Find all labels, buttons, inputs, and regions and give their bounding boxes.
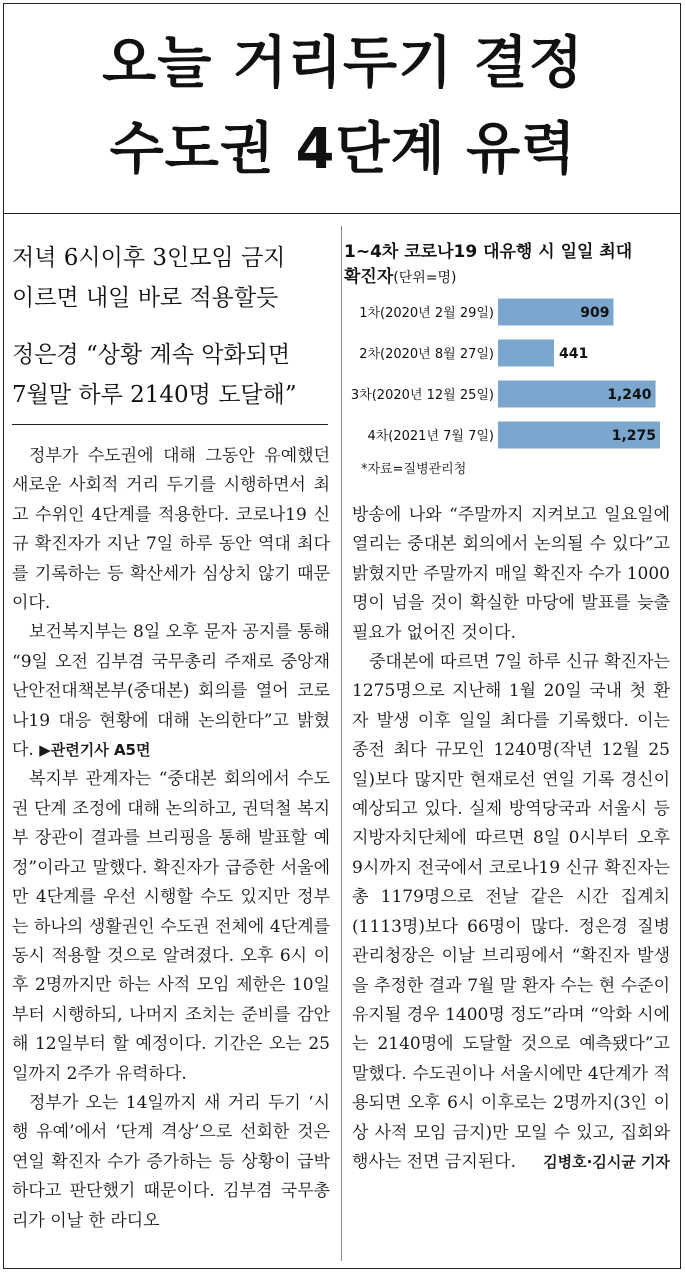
subhead-first-line-2: 이르면 내일 바로 적용할듯 xyxy=(12,285,279,311)
bar xyxy=(498,340,554,367)
category-label: 4차(2021년 7월 7일) xyxy=(367,429,494,444)
category-label: 3차(2020년 12월 25일) xyxy=(350,388,494,403)
bar-value-label: 441 xyxy=(559,346,589,362)
category-label: 1차(2020년 2월 29일) xyxy=(359,306,494,321)
headline-rule xyxy=(3,213,681,214)
chart-source: *자료=질병관리청 xyxy=(361,462,467,477)
headline-line-1: 오늘 거리두기 결정 xyxy=(102,31,584,96)
article-left-column xyxy=(12,442,330,1236)
bar-chart xyxy=(344,290,674,455)
subhead-first xyxy=(12,238,332,318)
paragraph xyxy=(352,648,670,1177)
column-divider xyxy=(341,226,342,1261)
bar-value-label: 1,240 xyxy=(607,387,652,403)
subhead-second-line-1: 정은경 “상황 계속 악화되면 xyxy=(12,342,291,368)
subhead-first-line-1: 저녁 6시이후 3인모임 금지 xyxy=(12,245,286,271)
paragraph: 정부가 오는 14일까지 새 거리 두기 ‘시행 유예’에서 ‘단계 격상’으로 선회한 것은 연일 확진자 수가 증가하는 등 상황이 급박하다고 판단했기 때문이다. 김부겸 국무총리가 이날 한 라디오 xyxy=(12,1092,330,1231)
headline-line-2: 수도권 4단계 유력 xyxy=(109,117,577,182)
chart-title-line-1: 1~4차 코로나19 대유행 시 일일 최대 xyxy=(344,242,633,262)
subhead-second-line-2: 7월말 하루 2140명 도달해” xyxy=(12,382,297,408)
related-article-link[interactable]: ▶관련기사 A5면 xyxy=(39,741,151,760)
subhead-second xyxy=(12,335,332,415)
subhead-rule xyxy=(12,424,328,425)
byline: 김병호·김시균 기자 xyxy=(543,1152,670,1171)
bar-value-label: 1,275 xyxy=(611,428,656,444)
chart-title-line-2: 확진자 xyxy=(344,267,394,287)
paragraph xyxy=(12,618,330,765)
chart-title xyxy=(344,240,632,291)
category-label: 2차(2020년 8월 27일) xyxy=(359,347,494,362)
chart-unit: (단위=명) xyxy=(393,270,457,286)
paragraph-text: 보건복지부는 8일 오후 문자 공지를 통해 “9일 오전 김부겸 국무총리 주재로 중앙재난안전대책본부(중대본) 회의를 열어 코로나19 대응 현황에 대해 논의한다”고 밝혔다. xyxy=(12,622,330,761)
paragraph-text: 중대본에 따르면 7일 하루 신규 확진자는 1275명으로 지난해 1월 20일 국내 첫 환자 발생 이후 일일 최다를 기록했다. 이는 종전 최다 규모인 1240명(작년 12월 25일)보다 많지만 현재로선 연일 기록 경신이 예상되고 있다. 실제 방역당국과 서울시 등 지방자치단체에 따르면 8일 0시부터 오후 9시까지 전국에서 코로나19 신규 확진자는 총 1179명으로 전날 같은 시간 집계치(1113명)보다 66명이 많다. 정은경 질병관리청장은 이날 브리핑에서 “확진자 발생을 추정한 결과 7월 말 환자 수는 현 수준이 유지될 경우 1400명 정도”라며 “악화 시에는 2140명에 도달할 것으로 예측됐다”고 말했다. 수도권이나 서울시에만 4단계가 적용되면 오후 6시 이후로는 2명까지(3인 이상 사적 모임 금지)만 모일 수 있고, 집회와 행사는 전면 금지된다. xyxy=(352,652,670,1172)
paragraph: 정부가 수도권에 대해 그동안 유예했던 새로운 사회적 거리 두기를 시행하면서 최고 수위인 4단계를 적용한다. 코로나19 신규 확진자가 지난 7일 하루 동안 역대 최다를 기록하는 등 확산세가 심상치 않기 때문이다. xyxy=(12,446,330,614)
paragraph: 복지부 관계자는 “중대본 회의에서 수도권 단계 조정에 대해 논의하고, 권덕철 복지부 장관이 결과를 브리핑을 통해 발표할 예정”이라고 말했다. 확진자가 급증한 서울에만 4단계를 우선 시행할 수도 있지만 정부는 하나의 생활권인 수도권 전체에 4단계를 동시 적용할 것으로 알려졌다. 오후 6시 이후 2명까지만 하는 사적 모임 제한은 10일부터 시행하되, 나머지 조치는 준비를 감안해 12일부터 할 예정이다. 기간은 오는 25일까지 2주가 유력하다. xyxy=(12,769,330,1084)
article-right-column xyxy=(352,501,670,1177)
paragraph: 방송에 나와 “주말까지 지켜보고 일요일에 열리는 중대본 회의에서 논의될 수 있다”고 밝혔지만 주말까지 매일 확진자 수가 1000명이 넘을 것이 확실한 마당에 발표를 늦출 필요가 없어진 것이다. xyxy=(352,505,670,643)
bar-value-label: 909 xyxy=(580,305,610,321)
